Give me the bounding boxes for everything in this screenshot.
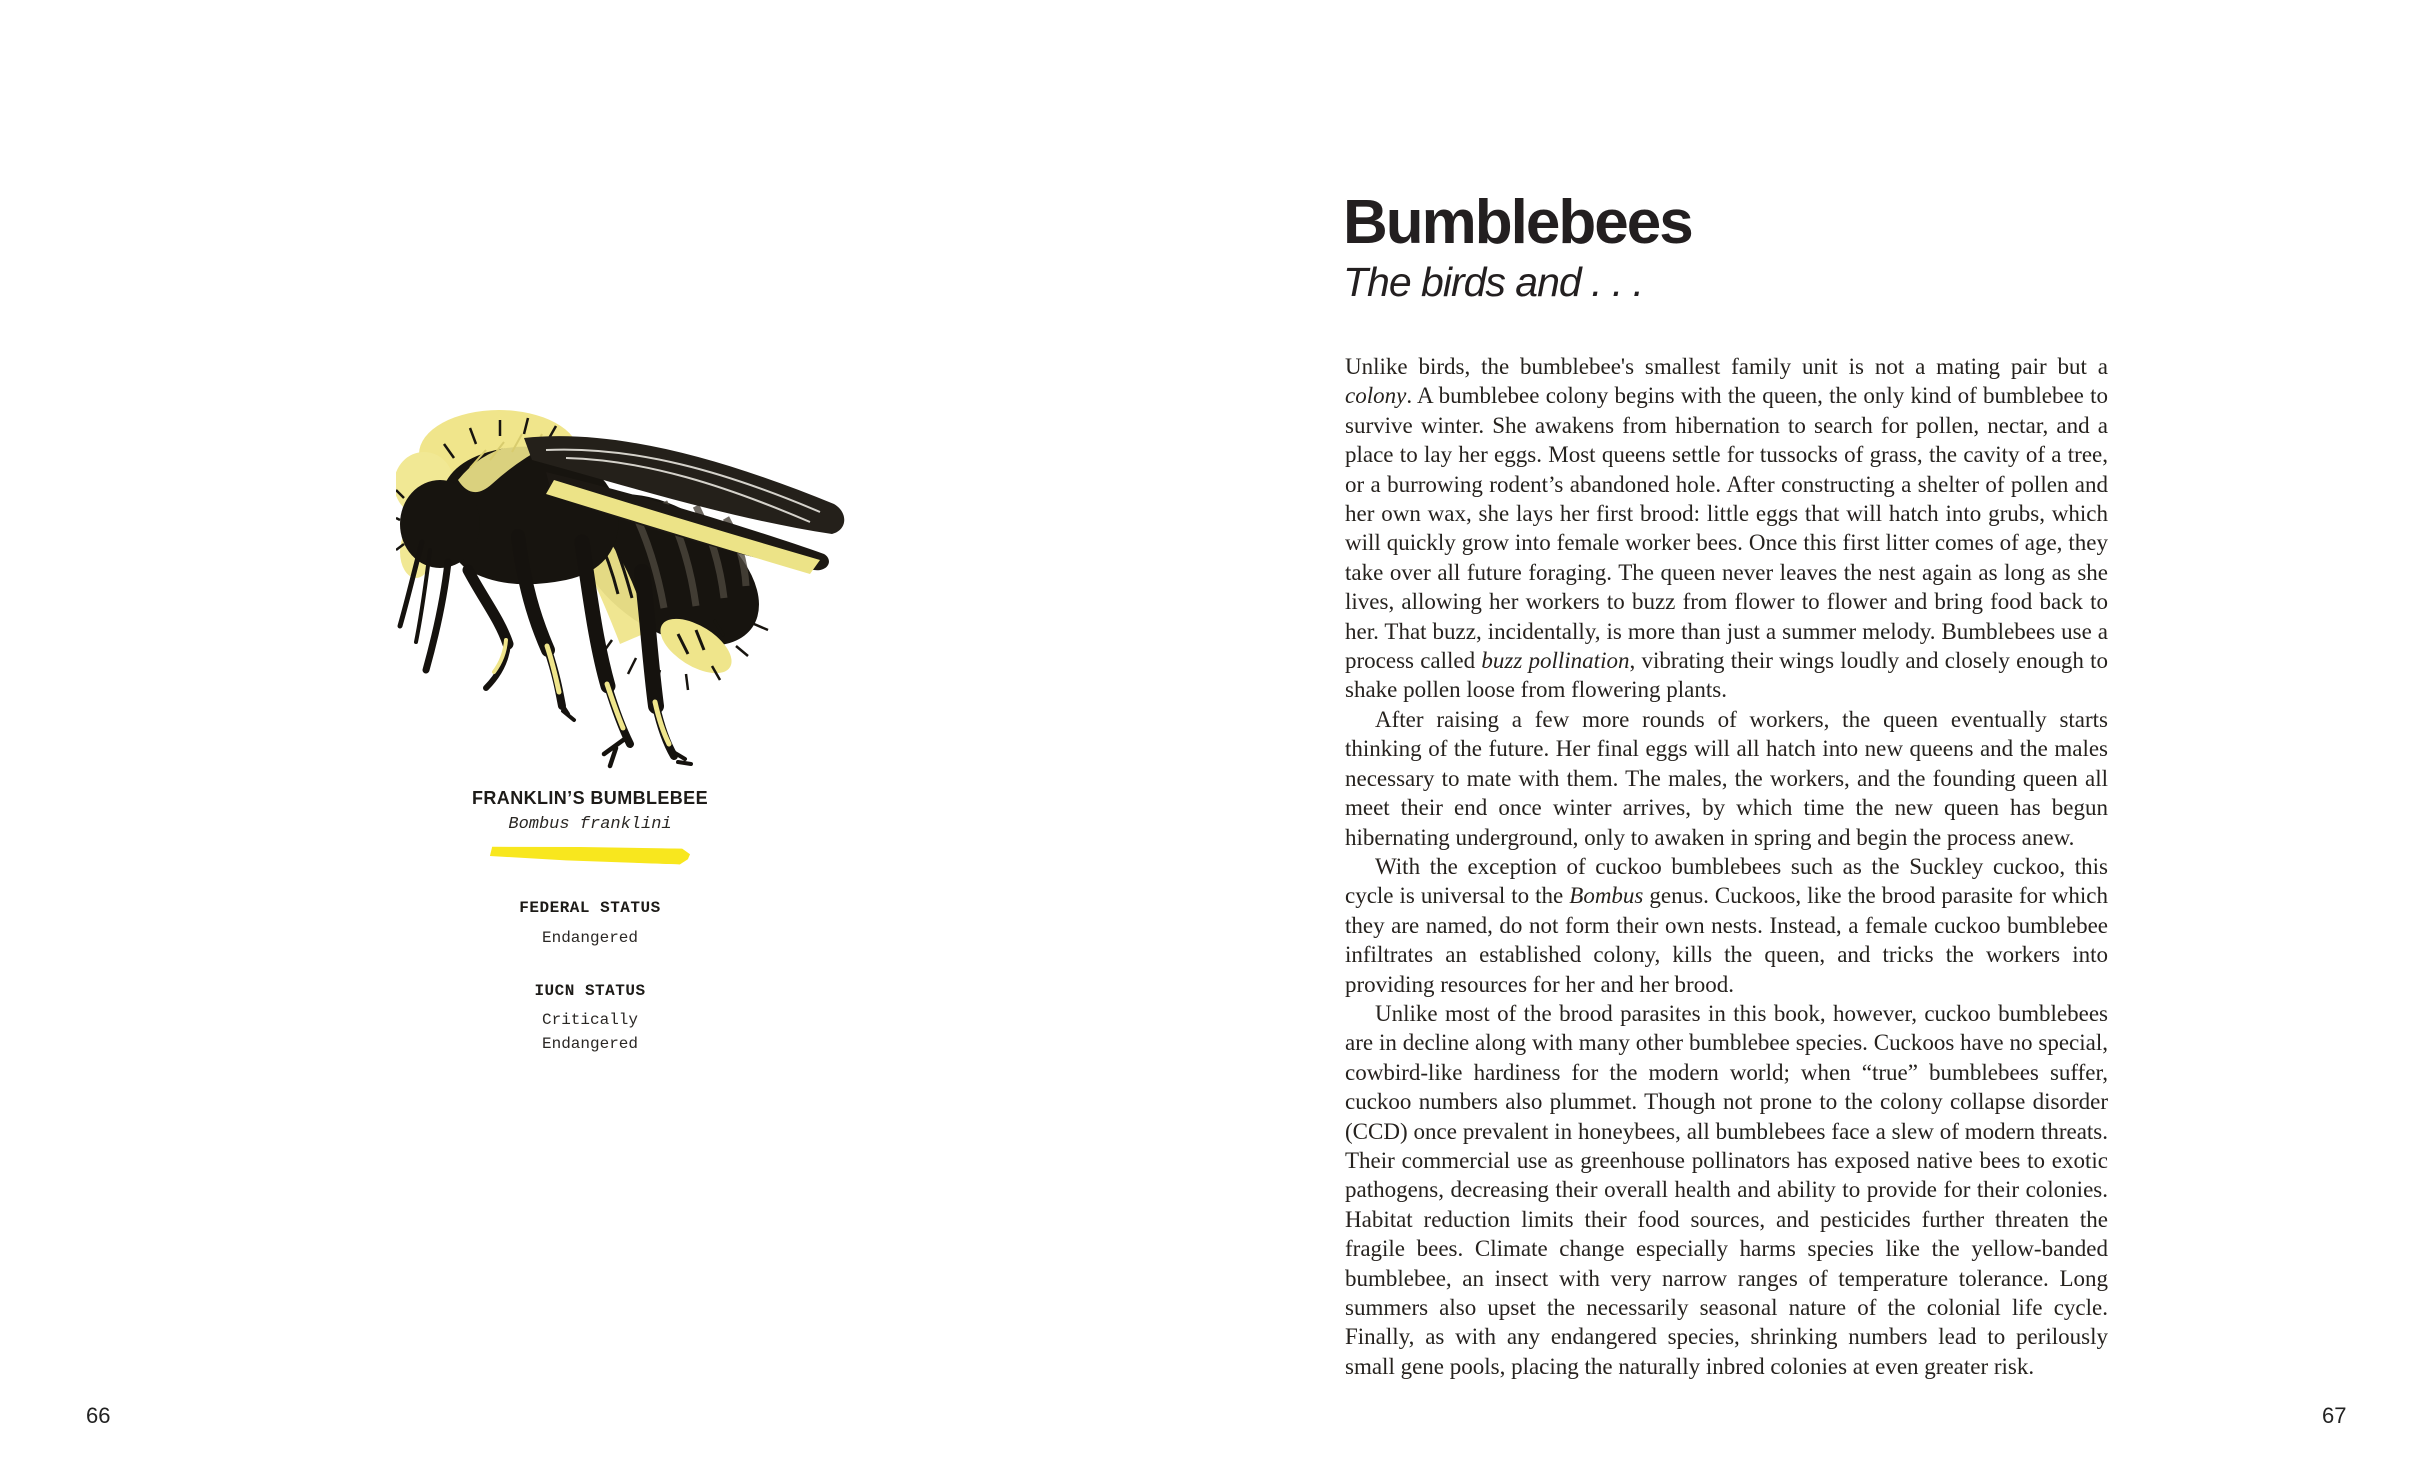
page-number-right: 67 — [2322, 1403, 2347, 1428]
federal-status-value: Endangered — [541, 929, 638, 947]
species-latin-name: Bombus franklini — [508, 815, 672, 834]
bee-illustration — [396, 402, 854, 770]
chapter-subtitle: The birds and . . . — [1343, 259, 1644, 305]
iucn-status-label: IUCN STATUS — [534, 982, 646, 1000]
species-common-name: FRANKLIN’S BUMBLEBEE — [472, 788, 708, 808]
iucn-status-value-line2: Endangered — [541, 1035, 638, 1053]
paragraph: Unlike birds, the bumblebee's smallest family unit is not a mating pair but a colony. A bumblebee colony begins with the queen, the only kind of bumblebee to survive winter. She awakens from hibernation to search for pollen, nectar, and a place to lay her eggs. Most queens settle for tussocks of grass, the cavity of a tree, or a burrowing rodent’s abandoned hole. After constructing a shelter of pollen and her own wax, she lays her first brood: little eggs that will hatch into grubs, which will quickly grow into female worker bees. Once this first litter comes of age, they take over all future foraging. The queen never leaves the nest again as long as she lives, allowing her workers to buzz from flower to flower and bring food back to her. That buzz, incidentally, is more than just a summer melody. Bumblebees use a process called buzz pollination, vibrating their wings loudly and closely enough to shake pollen loose from flowering plants. — [1345, 354, 2108, 703]
body-copy — [1345, 352, 2108, 1381]
page-number-left: 66 — [86, 1403, 111, 1428]
paragraph: Unlike most of the brood parasites in this book, however, cuckoo bumblebees are in decline along with many other bumblebee species. Cuckoos have no special, cowbird-like hardiness for the modern world; when “true” bumblebees suffer, cuckoo numbers also plummet. Though not prone to the colony collapse disorder (CCD) once prevalent in honeybees, all bumblebees face a slew of modern threats. Their commercial use as greenhouse pollinators has exposed native bees to exotic pathogens, decreasing their overall health and ability to provide for their colonies. Habitat reduction limits their food sources, and pesticides further threaten the fragile bees. Climate change especially harms species like the yellow-banded bumblebee, an insect with very narrow ranges of temperature tolerance. Long summers also upset the necessarily seasonal nature of the colonial life cycle. Finally, as with any endangered species, shrinking numbers lead to perilously small gene pools, placing the naturally inbred colonies at even greater risk. — [1345, 1000, 2108, 1379]
species-caption — [390, 788, 790, 834]
paragraph: With the exception of cuckoo bumblebees such as the Suckley cuckoo, this cycle is universal to the Bombus genus. Cuckoos, like the brood parasite for which they are named, do not form their own nests. Instead, a female cuckoo bumblebee infiltrates an established colony, kills the queen, and tricks the workers into providing resources for her and her brood. — [1345, 853, 2109, 997]
yellow-marker-stroke — [490, 843, 690, 865]
federal-status-label: FEDERAL STATUS — [519, 899, 661, 917]
iucn-status-value-line1: Critically — [541, 1011, 638, 1029]
chapter-title: Bumblebees — [1343, 188, 1692, 257]
paragraph: After raising a few more rounds of workers, the queen eventually starts thinking of the future. Her final eggs will all hatch into new queens and the males necessary to mate with them. The males, the workers, and the founding queen all meet their end once winter arrives, by which time the new queen has begun hibernating underground, only to awaken in spring and begin the process anew. — [1345, 706, 2108, 850]
